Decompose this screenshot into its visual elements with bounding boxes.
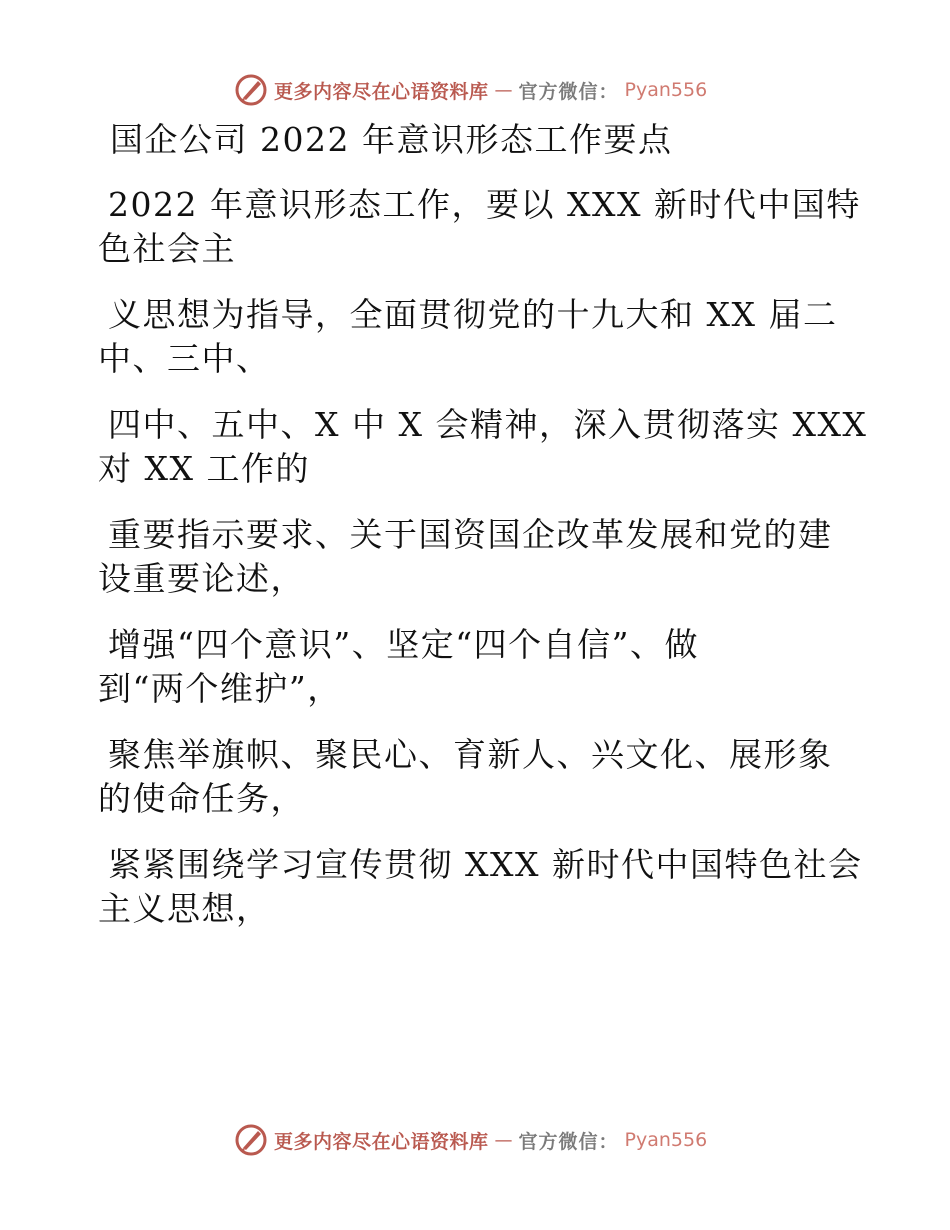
paragraph-line: 的使命任务， (98, 779, 305, 818)
paragraph-line: 主义思想， (98, 889, 271, 928)
watermark-label: 官方微信： (518, 1130, 619, 1153)
paragraph-line: 2022 年意识形态工作，要以 XXX 新时代中国特 (108, 185, 861, 224)
watermark-text: 更多内容尽在心语资料库 (274, 1130, 489, 1153)
paragraph (98, 843, 863, 931)
paragraph (98, 623, 858, 711)
watermark-header (234, 72, 754, 108)
watermark-separator: — (494, 1129, 513, 1151)
document-body (98, 118, 868, 953)
paragraph (98, 293, 858, 381)
watermark-id: Pyan556 (624, 79, 708, 101)
quill-logo-icon (234, 73, 268, 107)
paragraph-line: 义思想为指导，全面贯彻党的十九大和 XX 届二 (108, 295, 838, 334)
paragraph-line: 中、三中、 (98, 339, 271, 378)
paragraph-line: 到“两个维护”， (98, 669, 342, 708)
watermark-id: Pyan556 (624, 1129, 708, 1151)
paragraph-line: 紧紧围绕学习宣传贯彻 XXX 新时代中国特色社会 (108, 845, 863, 884)
watermark-text: 更多内容尽在心语资料库 (274, 80, 489, 103)
watermark-footer (234, 1122, 754, 1158)
watermark-separator: — (494, 79, 513, 101)
paragraph-line: 重要指示要求、关于国资国企改革发展和党的建 (108, 515, 833, 554)
paragraph-line: 四中、五中、X 中 X 会精神，深入贯彻落实 XXX (108, 405, 868, 444)
paragraph-line: 对 XX 工作的 (98, 449, 310, 488)
paragraph-line: 设重要论述， (98, 559, 305, 598)
paragraph-line: 聚焦举旗帜、聚民心、育新人、兴文化、展形象 (108, 735, 833, 774)
paragraph (98, 403, 868, 491)
paragraph-line: 增强“四个意识”、坚定“四个自信”、做 (108, 625, 699, 664)
document-title: 国企公司 2022 年意识形态工作要点 (110, 120, 673, 159)
quill-logo-icon (234, 1123, 268, 1157)
paragraph (98, 183, 861, 271)
paragraph (98, 513, 858, 601)
paragraph (98, 733, 858, 821)
paragraph-line: 色社会主 (98, 229, 236, 268)
watermark-label: 官方微信： (518, 80, 619, 103)
